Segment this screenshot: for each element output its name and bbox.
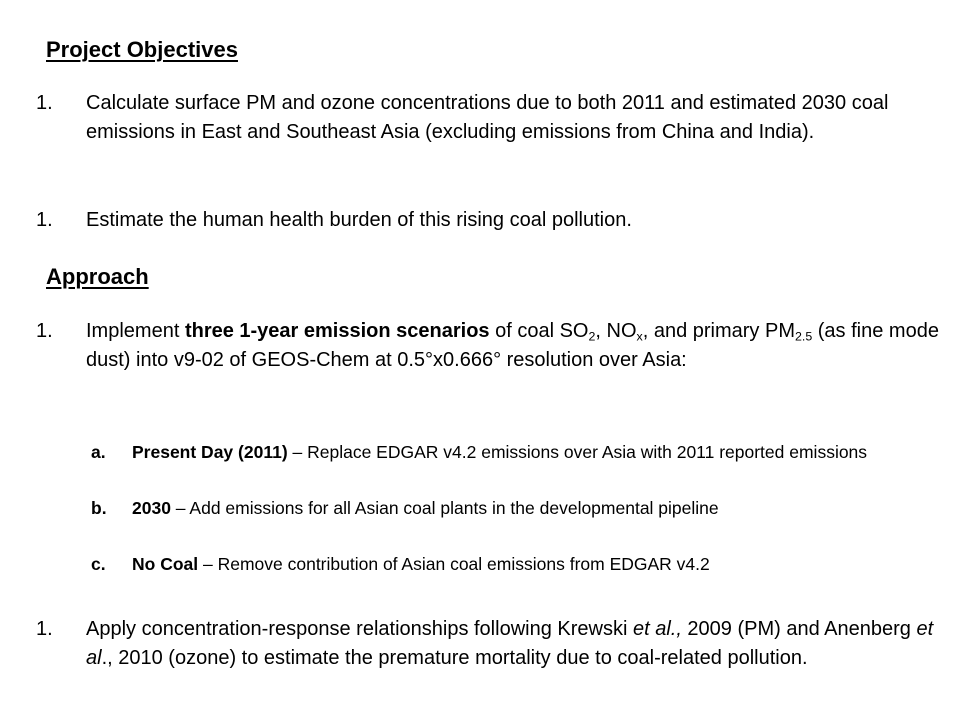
scenario-a [91, 440, 951, 465]
objective-text: Estimate the human health burden of this rising coal pollution. [86, 209, 632, 231]
list-number: 1. [36, 92, 53, 114]
objective-item-2 [36, 206, 946, 235]
emphasis-text: three 1-year emission scenarios [184, 320, 490, 342]
objective-item-1 [36, 89, 946, 147]
approach-text: Implement three 1-year emission scenarios of coal $SO_2$, $NO_x$, and primary $PM_{2.5}$ (as fine mode dust) into v9-02 of GEOS-Chem at 0.5°x0.666° resolution over Asia: [86, 320, 939, 371]
scenario-title: No Coal [132, 554, 199, 574]
objectives-heading: Project Objectives [46, 37, 238, 62]
scenario-text: 2030 – Add emissions for all Asian coal plants in the developmental pipeline [132, 498, 719, 518]
list-number: 1. [36, 209, 53, 231]
scenario-letter: b. [91, 498, 107, 518]
scenario-text: No Coal – Remove contribution of Asian coal emissions from EDGAR v4.2 [132, 554, 710, 574]
objective-text: Calculate surface PM and ozone concentrations due to both 2011 and estimated 2030 coal emissions in East and Southeast Asia (excluding emissions from China and India). [86, 92, 889, 143]
list-number: 1. [36, 618, 53, 640]
scenario-b [91, 496, 951, 521]
list-number: 1. [36, 320, 53, 342]
approach-item-2 [36, 615, 946, 673]
scenario-letter: c. [91, 554, 106, 574]
scenario-letter: a. [91, 442, 106, 462]
scenario-c [91, 552, 951, 577]
approach-text: Apply concentration-response relationships following Krewski et al., 2009 (PM) and Anenberg et al., 2010 (ozone) to estimate the premature mortality due to coal-related pollution. [86, 618, 934, 669]
approach-heading: Approach [46, 264, 149, 289]
approach-item-1 [36, 317, 946, 375]
scenario-title: 2030 [132, 498, 171, 518]
scenario-text: Present Day (2011) – Replace EDGAR v4.2 emissions over Asia with 2011 reported emissions [132, 442, 868, 462]
scenario-title: Present Day (2011) [132, 442, 288, 462]
